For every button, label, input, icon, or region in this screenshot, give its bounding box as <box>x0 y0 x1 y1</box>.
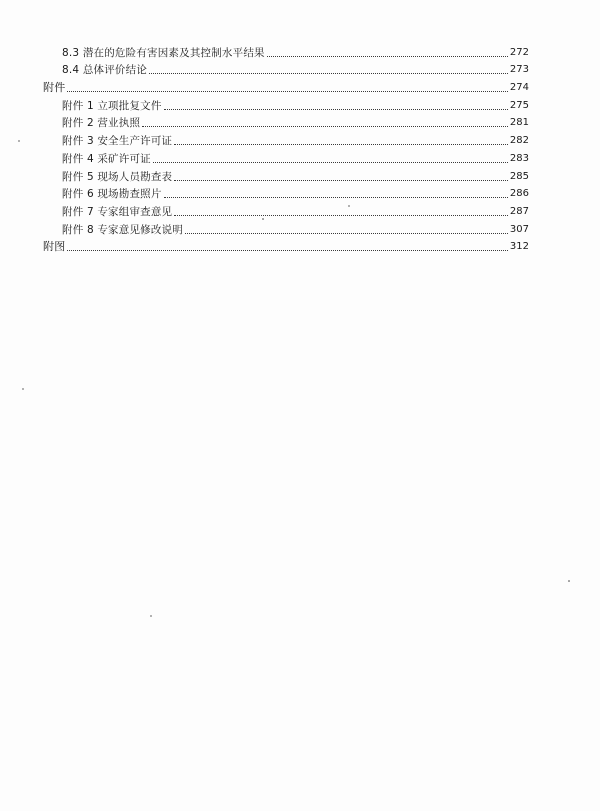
toc-entry-page: 272 <box>509 46 529 58</box>
toc-entry-title: 附件 1 立项批复文件 <box>62 99 162 112</box>
toc-entry-page: 282 <box>509 135 529 147</box>
toc-leader-dots <box>164 197 508 198</box>
toc-leader-dots <box>153 162 508 163</box>
toc-entry-title: 附件 4 采矿许可证 <box>62 152 151 165</box>
toc-leader-dots <box>174 180 508 181</box>
toc-leader-dots <box>142 126 508 127</box>
toc-leader-dots <box>67 250 508 251</box>
toc-entry <box>43 200 529 218</box>
toc-entry-title: 附件 6 现场勘查照片 <box>62 188 162 201</box>
toc-leader-dots <box>185 233 508 234</box>
scan-speck <box>18 140 20 142</box>
scan-speck <box>568 580 570 582</box>
toc-entry <box>43 41 529 59</box>
toc-leader-dots <box>174 215 508 216</box>
toc-entry <box>43 59 529 77</box>
table-of-contents <box>43 41 529 253</box>
toc-entry-page: 275 <box>509 99 529 111</box>
toc-leader-dots <box>164 109 508 110</box>
toc-entry-title: 附图 <box>43 240 66 254</box>
toc-entry-page: 307 <box>509 223 529 235</box>
toc-entry <box>43 129 529 147</box>
toc-entry-page: 273 <box>509 64 529 76</box>
toc-leader-dots <box>267 56 508 57</box>
toc-entry-title: 8.3 潜在的危险有害因素及其控制水平结果 <box>62 46 265 59</box>
toc-leader-dots <box>174 144 508 145</box>
toc-entry <box>43 147 529 165</box>
scan-speck <box>348 205 350 207</box>
scan-speck <box>262 218 264 220</box>
toc-entry <box>43 112 529 130</box>
toc-entry-title: 附件 3 安全生产许可证 <box>62 135 173 148</box>
toc-entry-page: 287 <box>509 205 529 217</box>
toc-entry-title: 附件 2 营业执照 <box>62 117 141 130</box>
toc-entry <box>43 236 529 254</box>
toc-entry-page: 285 <box>509 170 529 182</box>
toc-entry-title: 附件 8 专家意见修改说明 <box>62 223 183 236</box>
toc-entry-title: 附件 7 专家组审查意见 <box>62 205 173 218</box>
toc-entry-page: 286 <box>509 188 529 200</box>
toc-entry-title: 附件 5 现场人员勘查表 <box>62 170 173 183</box>
toc-entry-title: 8.4 总体评价结论 <box>62 64 148 77</box>
toc-entry <box>43 94 529 112</box>
toc-entry <box>43 183 529 201</box>
toc-entry <box>43 218 529 236</box>
toc-entry-page: 283 <box>509 152 529 164</box>
toc-leader-dots <box>149 73 508 74</box>
toc-entry <box>43 165 529 183</box>
toc-leader-dots <box>67 91 508 92</box>
scan-speck <box>150 615 152 617</box>
toc-entry-page: 281 <box>509 117 529 129</box>
toc-entry-page: 312 <box>509 241 529 253</box>
toc-entry <box>43 76 529 94</box>
toc-entry-title: 附件 <box>43 81 66 95</box>
toc-entry-page: 274 <box>509 82 529 94</box>
scan-speck <box>22 388 24 390</box>
